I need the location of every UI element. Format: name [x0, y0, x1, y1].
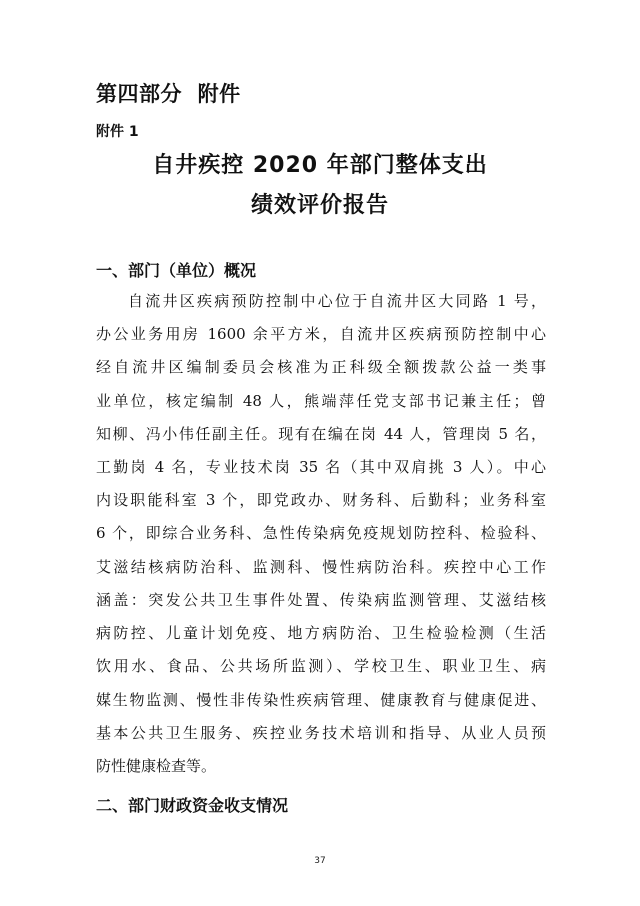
part-title: 第四部分 附件 — [96, 82, 241, 106]
report-title-line-2: 绩效评价报告 — [250, 193, 389, 218]
body-text-line: 病防控、儿童计划免疫、地方病防治、卫生检验检测（生活 — [96, 624, 546, 642]
attachment-label: 附件 1 — [96, 124, 139, 140]
body-text-line: 业单位，核定编制 48 人，熊端萍任党支部书记兼主任；曾 — [96, 392, 546, 410]
body-text-line: 媒生物监测、慢性非传染性疾病管理、健康教育与健康促进、 — [96, 691, 546, 709]
body-text-line: 基本公共卫生服务、疾控业务技术培训和指导、从业人员预 — [96, 724, 546, 742]
report-title-line-1: 自井疾控 2020 年部门整体支出 — [152, 153, 488, 178]
body-text-line: 经自流井区编制委员会核准为正科级全额拨款公益一类事 — [96, 358, 546, 376]
body-text-line: 知柳、冯小伟任副主任。现有在编在岗 44 人，管理岗 5 名， — [96, 425, 546, 443]
section-heading-finance: 二、部门财政资金收支情况 — [96, 796, 289, 815]
body-text-line: 6 个，即综合业务科、急性传染病免疫规划防控科、检验科、 — [96, 524, 546, 542]
page-number: 37 — [314, 856, 326, 866]
body-text-line: 防性健康检查等。 — [96, 757, 217, 775]
body-text-line: 自流井区疾病预防控制中心位于自流井区大同路 1 号， — [128, 292, 546, 310]
body-text-line: 办公业务用房 1600 余平方米，自流井区疾病预防控制中心 — [96, 325, 546, 343]
body-text-line: 内设职能科室 3 个，即党政办、财务科、后勤科；业务科室 — [96, 491, 546, 509]
body-text-line: 涵盖：突发公共卫生事件处置、传染病监测管理、艾滋结核 — [96, 591, 546, 609]
body-text-line: 饮用水、食品、公共场所监测）、学校卫生、职业卫生、病 — [96, 657, 546, 675]
body-text-line: 工勤岗 4 名，专业技术岗 35 名（其中双肩挑 3 人）。中心 — [96, 458, 546, 476]
section-heading-overview: 一、部门（单位）概况 — [96, 261, 257, 280]
body-text-line: 艾滋结核病防治科、监测科、慢性病防治科。疾控中心工作 — [96, 558, 546, 576]
